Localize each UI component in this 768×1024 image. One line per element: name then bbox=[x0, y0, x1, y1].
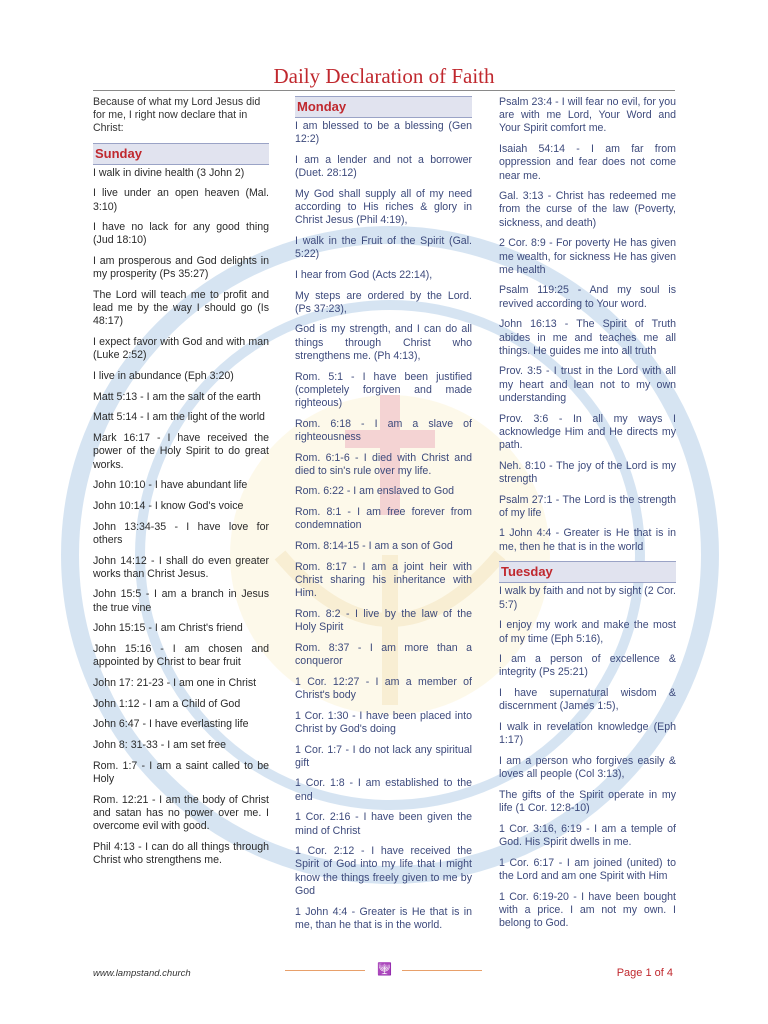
sunday-declaration: I walk in divine health (3 John 2) bbox=[93, 166, 245, 179]
sunday-declaration: John 6:47 - I have everlasting life bbox=[93, 718, 249, 731]
monday-declaration: Neh. 8:10 - The joy of the Lord is my strength bbox=[499, 459, 676, 485]
sunday-heading: Sunday bbox=[93, 143, 269, 165]
sunday-declaration: John 14:12 - I shall do even greater works than Christ Jesus. bbox=[93, 554, 269, 580]
monday-declaration: 2 Cor. 8:9 - For poverty He has given me wealth, for sickness He has given me health bbox=[499, 237, 676, 276]
monday-declaration: Rom. 8:37 - I am more than a conqueror bbox=[295, 641, 472, 667]
page-title: Daily Declaration of Faith bbox=[273, 64, 495, 88]
monday-declaration: I am blessed to be a blessing (Gen 12:2) bbox=[295, 120, 472, 146]
monday-declaration: I walk in the Fruit of the Spirit (Gal. 5:22) bbox=[295, 234, 472, 261]
footer-divider-right bbox=[402, 970, 482, 971]
monday-declaration: 1 Cor. 1:7 - I do not lack any spiritual gift bbox=[295, 743, 472, 769]
sunday-declaration: I have no lack for any good thing (Jud 18:10) bbox=[93, 221, 269, 247]
monday-declaration: 1 John 4:4 - Greater is He that is in me, then he that is in the world bbox=[499, 527, 676, 553]
sunday-declaration: Mark 16:17 - I have received the power of the Holy Spirit to do great works. bbox=[93, 432, 269, 471]
tuesday-heading: Tuesday bbox=[499, 561, 676, 583]
sunday-declaration: I live in abundance (Eph 3:20) bbox=[93, 370, 234, 383]
column-1 bbox=[93, 96, 269, 875]
sunday-declaration: I expect favor with God and with man (Luke 2:52) bbox=[93, 336, 269, 362]
sunday-declaration: John 10:10 - I have abundant life bbox=[93, 479, 248, 492]
intro-text: Because of what my Lord Jesus did for me, I right now declare that in Christ: bbox=[93, 96, 261, 135]
sunday-declaration: Matt 5:14 - I am the light of the world bbox=[93, 411, 265, 424]
sunday-declaration: Phil 4:13 - I can do all things through Christ who strengthens me. bbox=[93, 840, 269, 867]
tuesday-declaration: I am a person of excellence & integrity (Ps 25:21) bbox=[499, 653, 676, 679]
title-divider bbox=[93, 90, 675, 91]
monday-declaration: Rom. 6:22 - I am enslaved to God bbox=[295, 485, 454, 498]
monday-heading: Monday bbox=[295, 96, 472, 118]
sunday-declaration: John 13:34-35 - I have love for others bbox=[93, 520, 269, 546]
footer-divider-left bbox=[285, 970, 365, 971]
monday-declaration: My God shall supply all of my need according to His riches & glory in Christ Jesus (Phil 4:19), bbox=[295, 187, 472, 227]
monday-declaration: 1 Cor. 1:30 - I have been placed into Christ by God's doing bbox=[295, 709, 472, 735]
lampstand-icon: 🕎 bbox=[377, 962, 392, 976]
sunday-declaration: I live under an open heaven (Mal. 3:10) bbox=[93, 187, 269, 213]
sunday-declaration: John 15:15 - I am Christ's friend bbox=[93, 622, 243, 635]
sunday-declaration: John 15:5 - I am a branch in Jesus the true vine bbox=[93, 588, 269, 614]
tuesday-declaration: 1 Cor. 3:16, 6:19 - I am a temple of God. His Spirit dwells in me. bbox=[499, 822, 676, 848]
tuesday-declaration: I am a person who forgives easily & loves all people (Col 3:13), bbox=[499, 754, 676, 781]
monday-declaration: 1 Cor. 12:27 - I am a member of Christ's body bbox=[295, 675, 472, 701]
sunday-declaration: John 8: 31-33 - I am set free bbox=[93, 739, 227, 752]
sunday-declaration: The Lord will teach me to profit and lead me by the way I should go (Is 48:17) bbox=[93, 289, 269, 328]
monday-declaration: 1 Cor. 2:12 - I have received the Spirit of God into my life that I might know the things freely given to me by God bbox=[295, 845, 472, 897]
footer-url-link[interactable]: www.lampstand.church bbox=[93, 968, 191, 979]
monday-declaration: I hear from God (Acts 22:14), bbox=[295, 268, 433, 281]
tuesday-declaration: I have supernatural wisdom & discernment (James 1:5), bbox=[499, 687, 676, 713]
monday-declaration: Psalm 23:4 - I will fear no evil, for you are with me Lord, Your Word and Your Spirit comfort me. bbox=[499, 96, 676, 135]
monday-declaration: Rom. 8:1 - I am free forever from condemnation bbox=[295, 506, 472, 532]
monday-declaration: Rom. 8:2 - I live by the law of the Holy Spirit bbox=[295, 607, 472, 634]
sunday-declaration: John 15:16 - I am chosen and appointed by Christ to bear fruit bbox=[93, 643, 269, 669]
monday-declaration: Isaiah 54:14 - I am far from oppression and fear does not come near me. bbox=[499, 143, 676, 182]
monday-declaration: Rom. 6:18 - I am a slave of righteousness bbox=[295, 417, 472, 443]
sunday-declaration: John 17: 21-23 - I am one in Christ bbox=[93, 677, 257, 689]
sunday-declaration: Rom. 12:21 - I am the body of Christ and satan has no power over me. I overcome evil with good. bbox=[93, 793, 269, 833]
monday-declaration: Rom. 8:17 - I am a joint heir with Christ sharing his inheritance with Him. bbox=[295, 560, 472, 600]
monday-declaration: Rom. 8:14-15 - I am a son of God bbox=[295, 540, 453, 553]
page-number: Page 1 of 4 bbox=[616, 967, 673, 979]
tuesday-declaration: I walk in revelation knowledge (Eph 1:17) bbox=[499, 721, 676, 747]
monday-declaration: Psalm 119:25 - And my soul is revived according to Your word. bbox=[499, 284, 676, 310]
monday-declaration: I am a lender and not a borrower (Duet. 28:12) bbox=[295, 153, 472, 180]
monday-declaration: God is my strength, and I can do all things through Christ who strengthens me. (Ph 4:13), bbox=[295, 323, 472, 362]
monday-declaration: Rom. 5:1 - I have been justified (completely forgiven and made righteous) bbox=[295, 370, 472, 409]
tuesday-declaration: I enjoy my work and make the most of my time (Eph 5:16), bbox=[499, 619, 676, 645]
sunday-declaration: John 10:14 - I know God's voice bbox=[93, 499, 244, 512]
monday-declaration: John 16:13 - The Spirit of Truth abides in me and teaches me all things. He guides me into all truth bbox=[499, 318, 676, 357]
sunday-declaration: John 1:12 - I am a Child of God bbox=[93, 697, 241, 710]
monday-declaration: 1 Cor. 1:8 - I am established to the end bbox=[295, 777, 472, 803]
tuesday-declaration: 1 Cor. 6:17 - I am joined (united) to the Lord and am one Spirit with Him bbox=[499, 856, 676, 882]
monday-declaration: Rom. 6:1-6 - I died with Christ and died to sin's rule over my life. bbox=[295, 451, 472, 477]
monday-declaration: Prov. 3:6 - In all my ways I acknowledge Him and He directs my path. bbox=[499, 412, 676, 451]
tuesday-declaration: The gifts of the Spirit operate in my life (1 Cor. 12:8-10) bbox=[499, 788, 676, 815]
sunday-declaration: Rom. 1:7 - I am a saint called to be Holy bbox=[93, 759, 269, 786]
sunday-declaration: Matt 5:13 - I am the salt of the earth bbox=[93, 390, 261, 403]
column-2 bbox=[295, 96, 472, 939]
monday-declaration: My steps are ordered by the Lord. (Ps 37:23), bbox=[295, 289, 472, 315]
sunday-declaration: I am prosperous and God delights in my prosperity (Ps 35:27) bbox=[93, 255, 269, 281]
tuesday-declaration: 1 Cor. 6:19-20 - I have been bought with a price. I am not my own. I belong to God. bbox=[499, 890, 676, 929]
monday-declaration: Gal. 3:13 - Christ has redeemed me from the curse of the law (Poverty, sickness, and death) bbox=[499, 190, 676, 229]
column-3 bbox=[499, 96, 676, 938]
monday-declaration: Psalm 27:1 - The Lord is the strength of my life bbox=[499, 493, 676, 519]
monday-declaration: 1 John 4:4 - Greater is He that is in me, than he that is in the world. bbox=[295, 905, 472, 931]
monday-declaration: 1 Cor. 2:16 - I have been given the mind of Christ bbox=[295, 811, 472, 837]
monday-declaration: Prov. 3:5 - I trust in the Lord with all my heart and lean not to my own understanding bbox=[499, 365, 676, 404]
tuesday-declaration: I walk by faith and not by sight (2 Cor. 5:7) bbox=[499, 585, 676, 611]
